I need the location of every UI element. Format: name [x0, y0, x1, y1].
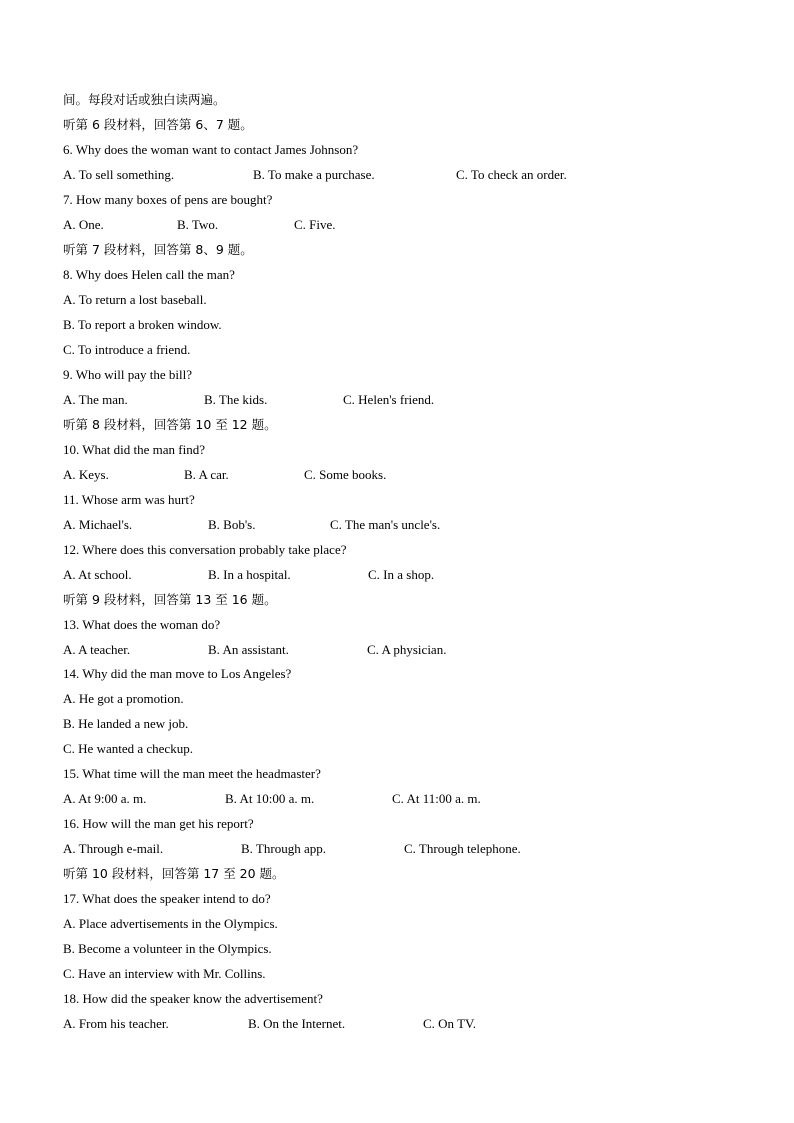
- option-b: B. In a hospital.: [208, 567, 291, 582]
- option-b: B. He landed a new job.: [63, 716, 189, 731]
- option-a: A. At school.: [63, 567, 132, 582]
- option-a: A. A teacher.: [63, 642, 131, 657]
- options-row: [63, 562, 763, 587]
- option-a: A. Through e-mail.: [63, 841, 164, 856]
- option-a: A. Keys.: [63, 467, 109, 482]
- option-a: A. Place advertisements in the Olympics.: [63, 916, 278, 931]
- option-b: B. On the Internet.: [248, 1016, 346, 1031]
- option-c: C. To check an order.: [456, 167, 567, 182]
- option-c: C. Some books.: [304, 467, 387, 482]
- option-b: B. Through app.: [241, 841, 326, 856]
- option-b: B. To report a broken window.: [63, 317, 222, 332]
- option-c: C. On TV.: [423, 1016, 476, 1031]
- option-a: A. One.: [63, 217, 104, 232]
- option-c: C. A physician.: [367, 642, 447, 657]
- question-12: 12. Where does this conversation probably take place?: [63, 542, 347, 557]
- options-row: [63, 786, 763, 811]
- section-header: 听第 6 段材料，回答第 6、7 题。: [63, 117, 253, 132]
- section-header: 听第 8 段材料，回答第 10 至 12 题。: [63, 417, 277, 432]
- option-c: C. To introduce a friend.: [63, 342, 191, 357]
- option-a: A. To return a lost baseball.: [63, 292, 207, 307]
- question-11: 11. Whose arm was hurt?: [63, 492, 195, 507]
- section-header: 听第 7 段材料，回答第 8、9 题。: [63, 242, 253, 257]
- option-a: A. The man.: [63, 392, 128, 407]
- option-b: B. Two.: [177, 217, 219, 232]
- options-row: [63, 212, 763, 237]
- option-b: B. An assistant.: [208, 642, 289, 657]
- option-c: C. Five.: [294, 217, 336, 232]
- options-row: [63, 162, 763, 187]
- option-c: C. Through telephone.: [404, 841, 521, 856]
- question-6: 6. Why does the woman want to contact James Johnson?: [63, 142, 359, 157]
- option-c: C. The man's uncle's.: [330, 517, 441, 532]
- question-14: 14. Why did the man move to Los Angeles?: [63, 666, 292, 681]
- option-b: B. Become a volunteer in the Olympics.: [63, 941, 272, 956]
- section-header: 听第 9 段材料，回答第 13 至 16 题。: [63, 592, 277, 607]
- option-b: B. At 10:00 a. m.: [225, 791, 315, 806]
- option-c: C. In a shop.: [368, 567, 435, 582]
- question-15: 15. What time will the man meet the headmaster?: [63, 766, 321, 781]
- option-b: B. To make a purchase.: [253, 167, 375, 182]
- question-17: 17. What does the speaker intend to do?: [63, 891, 271, 906]
- options-row: [63, 637, 763, 662]
- question-9: 9. Who will pay the bill?: [63, 367, 193, 382]
- question-8: 8. Why does Helen call the man?: [63, 267, 235, 282]
- option-a: A. From his teacher.: [63, 1016, 169, 1031]
- option-a: A. He got a promotion.: [63, 691, 184, 706]
- instruction-text: 间。每段对话或独白读两遍。: [63, 92, 226, 107]
- option-c: C. He wanted a checkup.: [63, 741, 193, 756]
- options-row: [63, 836, 763, 861]
- option-c: C. At 11:00 a. m.: [392, 791, 481, 806]
- section-header: 听第 10 段材料，回答第 17 至 20 题。: [63, 866, 285, 881]
- question-13: 13. What does the woman do?: [63, 617, 221, 632]
- option-a: A. At 9:00 a. m.: [63, 791, 147, 806]
- option-c: C. Have an interview with Mr. Collins.: [63, 966, 266, 981]
- option-b: B. A car.: [184, 467, 229, 482]
- question-7: 7. How many boxes of pens are bought?: [63, 192, 273, 207]
- question-16: 16. How will the man get his report?: [63, 816, 254, 831]
- option-b: B. Bob's.: [208, 517, 256, 532]
- options-row: [63, 1011, 763, 1036]
- option-a: A. To sell something.: [63, 167, 175, 182]
- option-c: C. Helen's friend.: [343, 392, 435, 407]
- options-row: [63, 387, 763, 412]
- options-row: [63, 462, 763, 487]
- question-18: 18. How did the speaker know the advertisement?: [63, 991, 323, 1006]
- question-10: 10. What did the man find?: [63, 442, 206, 457]
- option-a: A. Michael's.: [63, 517, 133, 532]
- option-b: B. The kids.: [204, 392, 268, 407]
- options-row: [63, 512, 763, 537]
